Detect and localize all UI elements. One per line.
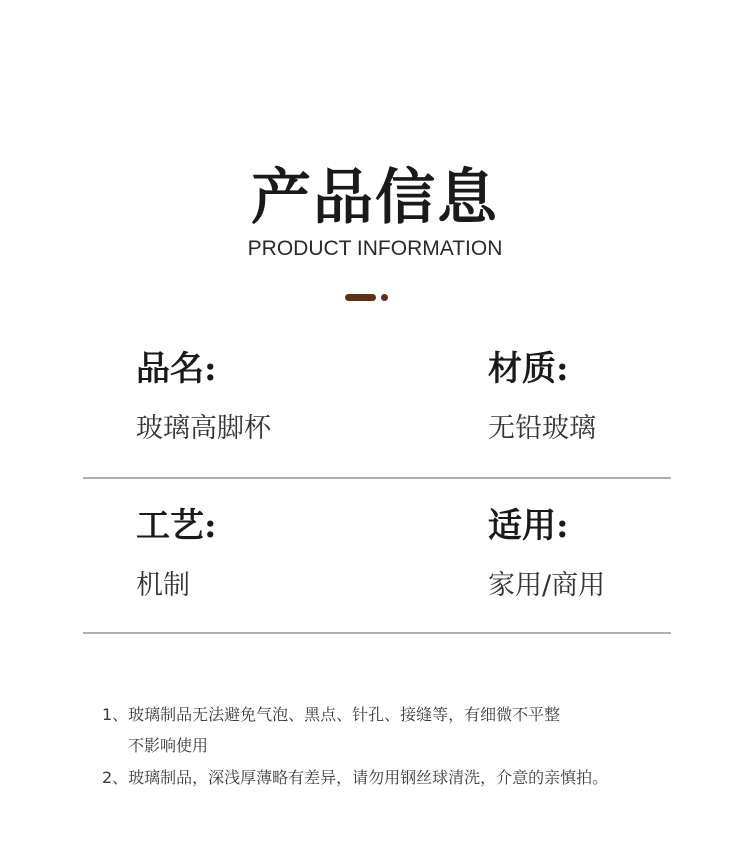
usage-value: 家用/商用 (488, 570, 606, 601)
page-subtitle: PRODUCT INFORMATION (247, 237, 503, 260)
page-title: 产品信息 (251, 163, 499, 233)
note-line-1-continued: 不影响使用 (128, 736, 209, 755)
usage-label: 适用: (488, 506, 569, 546)
row-divider-2 (83, 632, 671, 634)
material-value: 无铅玻璃 (488, 413, 596, 444)
note-line-1: 1、玻璃制品无法避免气泡、黑点、针孔、接缝等，有细微不平整 (102, 705, 561, 724)
note-line-2: 2、玻璃制品，深浅厚薄略有差异，请勿用钢丝球清洗，介意的亲慎拍。 (102, 768, 609, 787)
decorative-bar (345, 294, 376, 301)
name-value: 玻璃高脚杯 (136, 413, 271, 444)
craft-value: 机制 (136, 570, 190, 601)
decorative-dot (381, 294, 388, 301)
row-divider-1 (83, 477, 671, 479)
decorative-divider (345, 294, 389, 302)
name-label: 品名: (136, 349, 217, 389)
material-label: 材质: (488, 349, 569, 389)
craft-label: 工艺: (136, 506, 217, 546)
